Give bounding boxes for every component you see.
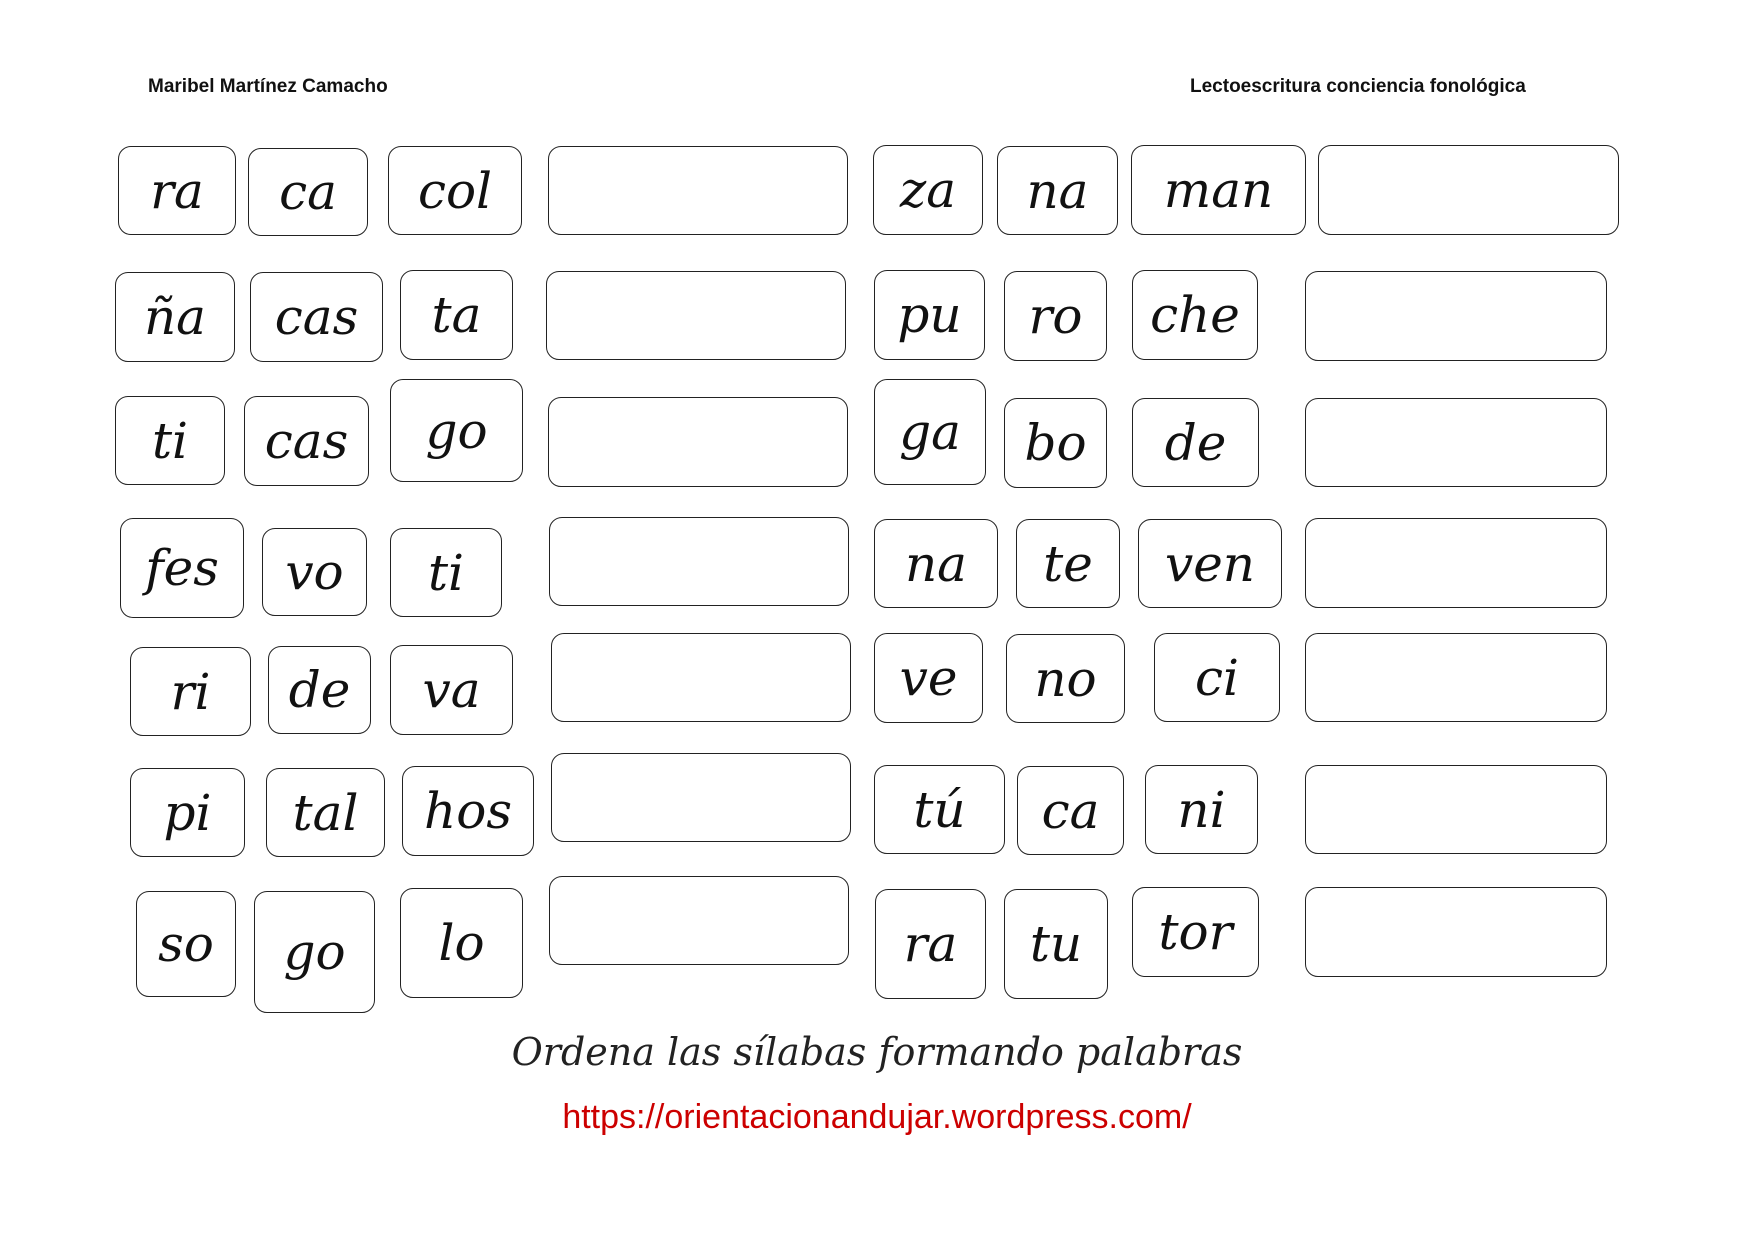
answer-box[interactable] xyxy=(549,517,849,606)
syllable-card: vo xyxy=(262,528,367,616)
syllable-card: man xyxy=(1131,145,1306,235)
instruction-text: Ordena las sílabas formando palabras xyxy=(511,1030,1243,1074)
syllable-card: de xyxy=(268,646,371,734)
syllable-card: tu xyxy=(1004,889,1108,999)
syllable-card: ni xyxy=(1145,765,1258,854)
syllable-card: ca xyxy=(248,148,368,236)
syllable-card: te xyxy=(1016,519,1120,608)
syllable-card: va xyxy=(390,645,513,735)
syllable-card: ro xyxy=(1004,271,1107,361)
syllable-card: ci xyxy=(1154,633,1280,722)
syllable-card: tú xyxy=(874,765,1005,854)
syllable-card: bo xyxy=(1004,398,1107,488)
answer-box[interactable] xyxy=(548,397,848,487)
syllable-card: na xyxy=(997,146,1118,235)
syllable-card: za xyxy=(873,145,983,235)
syllable-card: ra xyxy=(875,889,986,999)
answer-box[interactable] xyxy=(1305,518,1607,608)
answer-box[interactable] xyxy=(551,753,851,842)
syllable-card: col xyxy=(388,146,522,235)
syllable-card: ri xyxy=(130,647,251,736)
answer-box[interactable] xyxy=(1318,145,1619,235)
syllable-card: ven xyxy=(1138,519,1282,608)
syllable-card: tal xyxy=(266,768,385,857)
website-link[interactable]: https://orientacionandujar.wordpress.com/ xyxy=(562,1098,1192,1136)
syllable-card: pu xyxy=(874,270,985,360)
syllable-card: no xyxy=(1006,634,1125,723)
syllable-card: hos xyxy=(402,766,534,856)
syllable-card: cas xyxy=(250,272,383,362)
answer-box[interactable] xyxy=(1305,633,1607,722)
syllable-card: lo xyxy=(400,888,523,998)
answer-box[interactable] xyxy=(551,633,851,722)
syllable-card: ta xyxy=(400,270,513,360)
syllable-card: ti xyxy=(390,528,502,617)
syllable-card: cas xyxy=(244,396,369,486)
answer-box[interactable] xyxy=(548,146,848,235)
answer-box[interactable] xyxy=(549,876,849,965)
syllable-card: fes xyxy=(120,518,244,618)
syllable-card: pi xyxy=(130,768,245,857)
syllable-card: tor xyxy=(1132,887,1259,977)
syllable-card: ca xyxy=(1017,766,1124,855)
answer-box[interactable] xyxy=(546,271,846,360)
worksheet-subject: Lectoescritura conciencia fonológica xyxy=(1190,76,1526,97)
answer-box[interactable] xyxy=(1305,398,1607,487)
answer-box[interactable] xyxy=(1305,271,1607,361)
syllable-card: ga xyxy=(874,379,986,485)
syllable-card: go xyxy=(390,379,523,482)
author-name: Maribel Martínez Camacho xyxy=(148,76,388,97)
syllable-card: ve xyxy=(874,633,983,723)
syllable-card: che xyxy=(1132,270,1258,360)
syllable-card: ña xyxy=(115,272,235,362)
syllable-card: de xyxy=(1132,398,1259,487)
syllable-card: ra xyxy=(118,146,236,235)
answer-box[interactable] xyxy=(1305,765,1607,854)
syllable-card: go xyxy=(254,891,375,1013)
syllable-card: ti xyxy=(115,396,225,485)
answer-box[interactable] xyxy=(1305,887,1607,977)
syllable-card: na xyxy=(874,519,998,608)
syllable-card: so xyxy=(136,891,236,997)
